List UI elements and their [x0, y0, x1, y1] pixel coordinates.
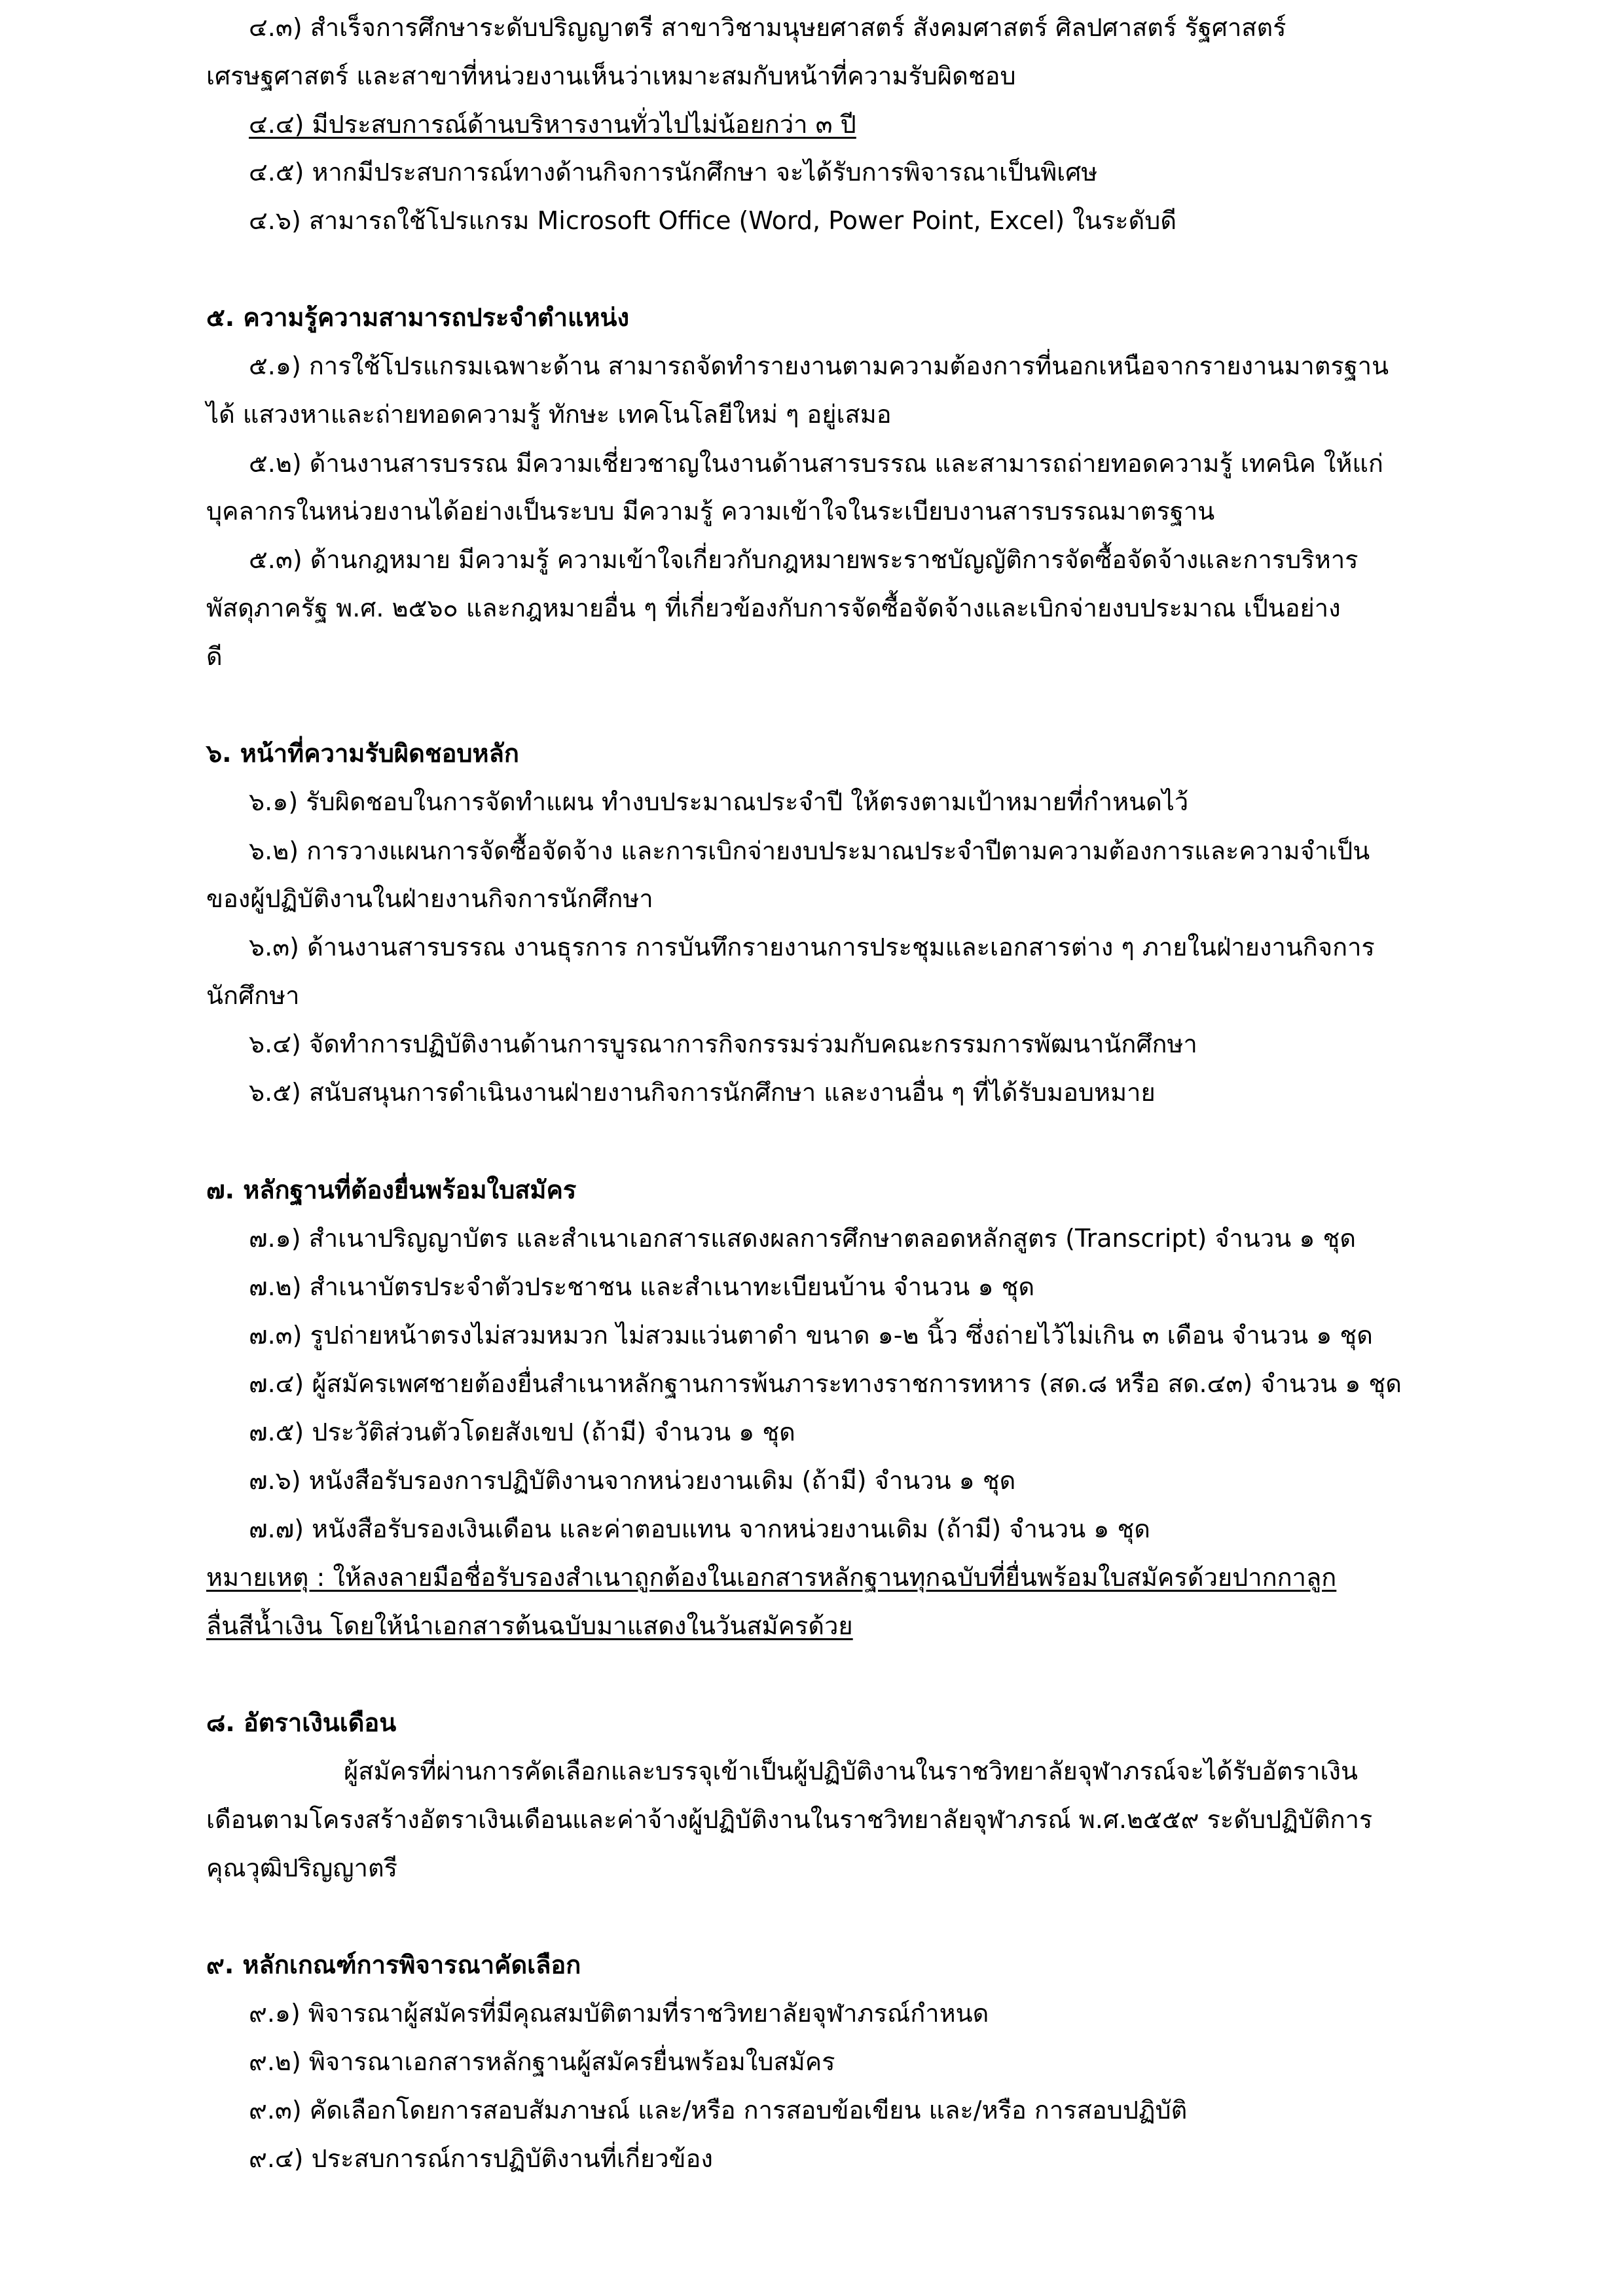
section-9-heading: ๙. หลักเกณฑ์การพิจารณาคัดเลือก [206, 1950, 581, 1979]
criteria-9-1: ๙.๑) พิจารณาผู้สมัครที่มีคุณสมบัติตามที่ราชวิทยาลัยจุฬาภรณ์กำหนด [249, 1999, 989, 2028]
duty-6-2-cont: ของผู้ปฏิบัติงานในฝ่ายงานกิจการนักศึกษา [206, 884, 653, 913]
note-line-1: หมายเหตุ : ให้ลงลายมือชื่อรับรองสำเนาถูกต้องในเอกสารหลักฐานทุกฉบับที่ยื่นพร้อมใบสมัครด้วยปากกาลูก [206, 1563, 1337, 1592]
duty-6-3-cont: นักศึกษา [206, 981, 300, 1010]
document-7-2: ๗.๒) สำเนาบัตรประจำตัวประชาชน และสำเนาทะเบียนบ้าน จำนวน ๑ ชุด [249, 1272, 1035, 1301]
duty-6-4: ๖.๔) จัดทำการปฏิบัติงานด้านการบูรณาการกิจกรรมร่วมกับคณะกรรมการพัฒนานักศึกษา [249, 1030, 1197, 1058]
knowledge-5-1: ๕.๑) การใช้โปรแกรมเฉพาะด้าน สามารถจัดทำรายงานตามความต้องการที่นอกเหนือจากรายงานมาตรฐาน [249, 351, 1389, 380]
duty-6-3: ๖.๓) ด้านงานสารบรรณ งานธุรการ การบันทึกรายงานการประชุมและเอกสารต่าง ๆ ภายในฝ่ายงานกิจการ [249, 933, 1375, 961]
qualification-4-4: ๔.๔) มีประสบการณ์ด้านบริหารงานทั่วไปไม่น้อยกว่า ๓ ปี [249, 110, 856, 139]
duty-6-1: ๖.๑) รับผิดชอบในการจัดทำแผน ทำงบประมาณประจำปี ให้ตรงตามเป้าหมายที่กำหนดไว้ [249, 787, 1189, 816]
section-7-heading: ๗. หลักฐานที่ต้องยื่นพร้อมใบสมัคร [206, 1175, 577, 1204]
knowledge-5-3-cont: พัสดุภาครัฐ พ.ศ. ๒๕๖๐ และกฎหมายอื่น ๆ ที่เกี่ยวข้องกับการจัดซื้อจัดจ้างและเบิกจ่ายงบประมาณ เป็นอย่าง [206, 594, 1341, 622]
criteria-9-2: ๙.๒) พิจารณาเอกสารหลักฐานผู้สมัครยื่นพร้อมใบสมัคร [249, 2047, 835, 2076]
section-8-heading: ๘. อัตราเงินเดือน [206, 1708, 397, 1737]
qualification-4-3: ๔.๓) สำเร็จการศึกษาระดับปริญญาตรี สาขาวิชามนุษยศาสตร์ สังคมศาสตร์ ศิลปศาสตร์ รัฐศาสตร์ [249, 13, 1286, 42]
duty-6-5: ๖.๕) สนับสนุนการดำเนินงานฝ่ายงานกิจการนักศึกษา และงานอื่น ๆ ที่ได้รับมอบหมาย [249, 1078, 1156, 1107]
knowledge-5-1-cont: ได้ แสวงหาและถ่ายทอดความรู้ ทักษะ เทคโนโลยีใหม่ ๆ อยู่เสมอ [206, 400, 892, 429]
qualification-4-6: ๔.๖) สามารถใช้โปรแกรม Microsoft Office (Word, Power Point, Excel) ในระดับดี [249, 206, 1177, 235]
document-7-4: ๗.๔) ผู้สมัครเพศชายต้องยื่นสำเนาหลักฐานการพ้นภาระทางราชการทหาร (สด.๘ หรือ สด.๔๓) จำนวน ๑ ชุด [249, 1369, 1402, 1398]
knowledge-5-3-end: ดี [206, 642, 223, 671]
salary-line-2: เดือนตามโครงสร้างอัตราเงินเดือนและค่าจ้างผู้ปฏิบัติงานในราชวิทยาลัยจุฬาภรณ์ พ.ศ.๒๕๕๙ ระดับปฏิบัติการ [206, 1805, 1373, 1834]
salary-line-1: ผู้สมัครที่ผ่านการคัดเลือกและบรรจุเข้าเป็นผู้ปฏิบัติงานในราชวิทยาลัยจุฬาภรณ์จะได้รับอัตราเงิน [344, 1757, 1358, 1785]
duty-6-2: ๖.๒) การวางแผนการจัดซื้อจัดจ้าง และการเบิกจ่ายงบประมาณประจำปีตามความต้องการและความจำเป็น [249, 836, 1370, 865]
section-5-heading: ๕. ความรู้ความสามารถประจำตำแหน่ง [206, 303, 630, 332]
document-7-6: ๗.๖) หนังสือรับรองการปฏิบัติงานจากหน่วยงานเดิม (ถ้ามี) จำนวน ๑ ชุด [249, 1466, 1016, 1495]
knowledge-5-3: ๕.๓) ด้านกฎหมาย มีความรู้ ความเข้าใจเกี่ยวกับกฎหมายพระราชบัญญัติการจัดซื้อจัดจ้างและการบริหาร [249, 545, 1359, 574]
criteria-9-3: ๙.๓) คัดเลือกโดยการสอบสัมภาษณ์ และ/หรือ การสอบข้อเขียน และ/หรือ การสอบปฏิบัติ [249, 2096, 1188, 2125]
section-6-heading: ๖. หน้าที่ความรับผิดชอบหลัก [206, 739, 519, 768]
salary-line-3: คุณวุฒิปริญญาตรี [206, 1854, 398, 1882]
note-line-2: ลื่นสีน้ำเงิน โดยให้นำเอกสารต้นฉบับมาแสดงในวันสมัครด้วย [206, 1611, 853, 1640]
document-7-7: ๗.๗) หนังสือรับรองเงินเดือน และค่าตอบแทน จากหน่วยงานเดิม (ถ้ามี) จำนวน ๑ ชุด [249, 1515, 1150, 1543]
knowledge-5-2-cont: บุคลากรในหน่วยงานได้อย่างเป็นระบบ มีความรู้ ความเข้าใจในระเบียบงานสารบรรณมาตรฐาน [206, 497, 1215, 526]
criteria-9-4: ๙.๔) ประสบการณ์การปฏิบัติงานที่เกี่ยวข้อง [249, 2144, 713, 2173]
knowledge-5-2: ๕.๒) ด้านงานสารบรรณ มีความเชี่ยวชาญในงานด้านสารบรรณ และสามารถถ่ายทอดความรู้ เทคนิค ให้แก่ [249, 449, 1383, 478]
document-7-1: ๗.๑) สำเนาปริญญาบัตร และสำเนาเอกสารแสดงผลการศึกษาตลอดหลักสูตร (Transcript) จำนวน ๑ ชุด [249, 1224, 1356, 1253]
qualification-4-3-cont: เศรษฐศาสตร์ และสาขาที่หน่วยงานเห็นว่าเหมาะสมกับหน้าที่ความรับผิดชอบ [206, 62, 1016, 90]
document-7-5: ๗.๕) ประวัติส่วนตัวโดยสังเขป (ถ้ามี) จำนวน ๑ ชุด [249, 1418, 795, 1446]
document-7-3: ๗.๓) รูปถ่ายหน้าตรงไม่สวมหมวก ไม่สวมแว่นตาดำ ขนาด ๑-๒ นิ้ว ซึ่งถ่ายไว้ไม่เกิน ๓ เดือน จำนวน ๑ ชุด [249, 1321, 1373, 1350]
qualification-4-5: ๔.๕) หากมีประสบการณ์ทางด้านกิจการนักศึกษา จะได้รับการพิจารณาเป็นพิเศษ [249, 158, 1098, 187]
